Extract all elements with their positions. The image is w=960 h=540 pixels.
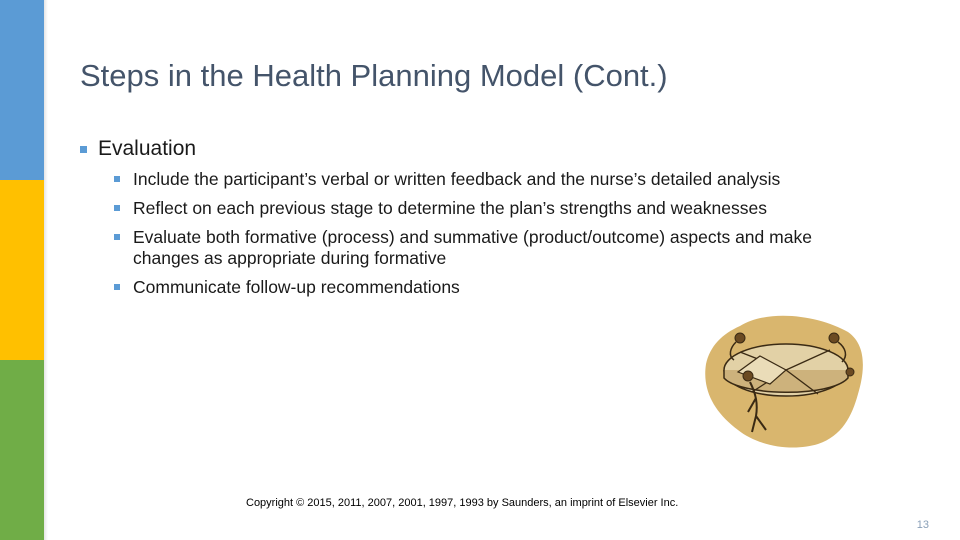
bullet-heading-text: Evaluation: [98, 137, 197, 160]
pie-lifting-people-clipart-icon: [700, 312, 866, 448]
square-bullet-icon: [114, 176, 120, 182]
square-bullet-icon: [114, 234, 120, 240]
bullet-heading: [80, 135, 900, 163]
sidebar-shadow: [44, 0, 48, 540]
page-number: 13: [916, 519, 929, 531]
sub-bullet-list: [80, 169, 900, 297]
square-bullet-icon: [80, 146, 87, 153]
list-item: [80, 227, 900, 268]
square-bullet-icon: [114, 205, 120, 211]
list-item-text: Include the participant’s verbal or written feedback and the nurse’s detailed analysis: [133, 169, 781, 189]
sidebar-blue-band: [0, 0, 44, 180]
list-item: [80, 169, 900, 190]
list-item: [80, 277, 900, 298]
list-item: [80, 198, 900, 219]
slide-content: [80, 135, 900, 306]
sidebar-green-band: [0, 360, 44, 540]
list-item-text: Evaluate both formative (process) and summative (product/outcome) aspects and make changes as appropriate during formative: [133, 227, 812, 268]
square-bullet-icon: [114, 284, 120, 290]
list-item-text: Communicate follow-up recommendations: [133, 276, 460, 297]
list-item-text: Reflect on each previous stage to determine the plan’s strengths and weaknesses: [133, 198, 767, 218]
copyright-notice: Copyright © 2015, 2011, 2007, 2001, 1997, 1993 by Saunders, an imprint of Elsevier Inc.: [246, 497, 679, 509]
sidebar-yellow-band: [0, 180, 44, 360]
slide-title: Steps in the Health Planning Model (Cont.): [80, 58, 668, 93]
